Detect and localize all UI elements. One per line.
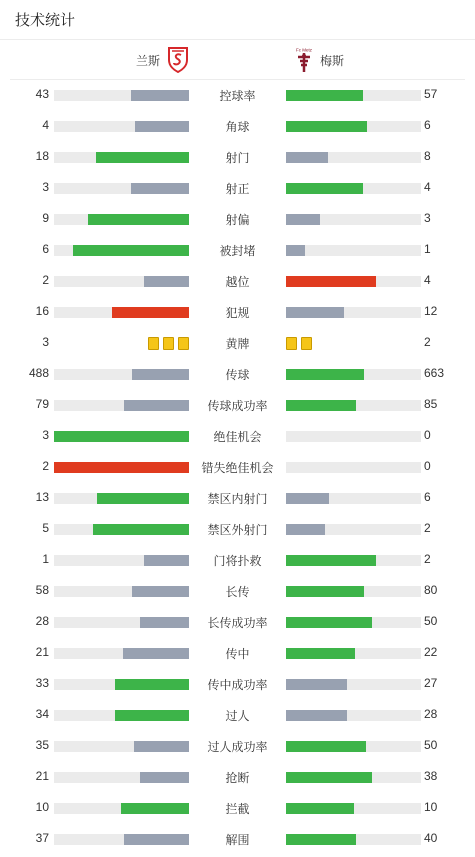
home-bar-fill xyxy=(115,679,189,690)
stat-row xyxy=(0,328,475,359)
home-bar-fill xyxy=(134,741,189,752)
stat-label: 射正 xyxy=(225,182,250,196)
home-bar-fill xyxy=(97,493,189,504)
away-value: 663 xyxy=(424,366,445,380)
away-value: 3 xyxy=(424,211,431,225)
home-value: 2 xyxy=(42,273,49,287)
home-bar-fill xyxy=(96,152,189,163)
yellow-card-icon xyxy=(286,337,297,350)
home-bar-fill xyxy=(124,400,189,411)
stat-label: 过人成功率 xyxy=(207,740,268,754)
stat-label: 角球 xyxy=(225,120,250,134)
stat-label: 解围 xyxy=(225,833,250,847)
away-bar xyxy=(286,679,421,690)
away-value: 1 xyxy=(424,242,431,256)
away-bar xyxy=(286,431,421,442)
stat-label: 错失绝佳机会 xyxy=(201,461,274,475)
stat-row xyxy=(0,793,475,824)
home-bar xyxy=(54,400,189,411)
stat-label: 传中成功率 xyxy=(207,678,268,692)
away-bar xyxy=(286,524,421,535)
away-bar xyxy=(286,772,421,783)
stat-row xyxy=(0,266,475,297)
stat-row xyxy=(0,700,475,731)
away-value: 4 xyxy=(424,273,431,287)
home-value: 43 xyxy=(35,87,49,101)
away-value: 40 xyxy=(424,831,438,845)
home-value: 3 xyxy=(42,180,49,194)
home-value: 1 xyxy=(42,552,49,566)
stat-row xyxy=(0,235,475,266)
metz-crest-icon xyxy=(294,47,314,73)
yellow-card-icon xyxy=(163,337,174,350)
page-title: 技术统计 xyxy=(15,12,76,29)
away-bar-fill xyxy=(286,679,347,690)
away-bar-fill xyxy=(286,152,328,163)
away-value: 22 xyxy=(424,645,438,659)
home-bar-fill xyxy=(132,586,189,597)
yellow-card-icon xyxy=(178,337,189,350)
home-value: 16 xyxy=(35,304,49,318)
away-bar xyxy=(286,617,421,628)
home-value: 79 xyxy=(35,397,49,411)
stat-label: 拦截 xyxy=(225,802,250,816)
home-bar xyxy=(54,121,189,132)
home-value: 37 xyxy=(35,831,49,845)
home-bar xyxy=(54,741,189,752)
home-value: 13 xyxy=(35,490,49,504)
away-bar xyxy=(286,834,421,845)
home-bar xyxy=(54,307,189,318)
away-bar-fill xyxy=(286,648,355,659)
home-value: 33 xyxy=(35,676,49,690)
away-value: 4 xyxy=(424,180,431,194)
away-value: 57 xyxy=(424,87,438,101)
home-value: 6 xyxy=(42,242,49,256)
away-value: 38 xyxy=(424,769,438,783)
away-bar-fill xyxy=(286,555,376,566)
stat-row xyxy=(0,204,475,235)
away-bar-fill xyxy=(286,524,325,535)
away-bar xyxy=(286,369,421,380)
stat-label: 绝佳机会 xyxy=(213,430,262,444)
stat-label: 射门 xyxy=(225,151,250,165)
away-value: 50 xyxy=(424,614,438,628)
home-value: 2 xyxy=(42,459,49,473)
home-bar xyxy=(54,586,189,597)
home-bar-fill xyxy=(131,90,189,101)
home-bar xyxy=(54,245,189,256)
home-bar-fill xyxy=(121,803,189,814)
away-bar xyxy=(286,741,421,752)
stat-row xyxy=(0,576,475,607)
home-value: 10 xyxy=(35,800,49,814)
stat-label: 控球率 xyxy=(219,89,256,103)
stat-row xyxy=(0,390,475,421)
away-bar xyxy=(286,803,421,814)
stat-row xyxy=(0,824,475,855)
away-team[interactable] xyxy=(294,47,344,73)
away-bar xyxy=(286,307,421,318)
away-bar-fill xyxy=(286,90,363,101)
home-value: 58 xyxy=(35,583,49,597)
away-bar xyxy=(286,400,421,411)
home-bar-fill xyxy=(123,648,189,659)
home-bar-fill xyxy=(144,555,189,566)
stat-label: 越位 xyxy=(225,275,250,289)
home-bar-fill xyxy=(124,834,189,845)
away-bar-fill xyxy=(286,834,356,845)
home-bar xyxy=(54,462,189,473)
away-bar-fill xyxy=(286,121,367,132)
metz-logo-text: Fc Metz xyxy=(295,47,313,53)
away-bar-fill xyxy=(286,400,356,411)
stat-label: 犯规 xyxy=(225,306,250,320)
away-bar-fill xyxy=(286,617,372,628)
home-bar xyxy=(54,803,189,814)
stats-list xyxy=(0,80,475,855)
away-bar xyxy=(286,214,421,225)
stat-label: 禁区外射门 xyxy=(207,523,268,537)
away-bar xyxy=(286,183,421,194)
home-value: 5 xyxy=(42,521,49,535)
home-bar xyxy=(54,431,189,442)
stat-row xyxy=(0,545,475,576)
away-bar-fill xyxy=(286,276,376,287)
team-header xyxy=(10,40,465,80)
away-bar xyxy=(286,648,421,659)
home-yellow-cards xyxy=(148,337,189,350)
away-bar xyxy=(286,152,421,163)
away-value: 85 xyxy=(424,397,438,411)
home-bar-fill xyxy=(132,369,189,380)
stat-label: 抢断 xyxy=(225,771,250,785)
home-bar xyxy=(54,648,189,659)
home-value: 4 xyxy=(42,118,49,132)
home-bar xyxy=(54,710,189,721)
stat-label: 过人 xyxy=(225,709,250,723)
home-bar xyxy=(54,772,189,783)
stat-row xyxy=(0,483,475,514)
stat-label: 传球成功率 xyxy=(207,399,268,413)
away-bar-fill xyxy=(286,493,329,504)
home-bar-fill xyxy=(140,772,189,783)
home-bar-fill xyxy=(112,307,189,318)
stats-header xyxy=(0,0,475,40)
home-bar-fill xyxy=(54,431,189,442)
away-bar-fill xyxy=(286,369,364,380)
reims-crest-icon xyxy=(168,47,188,73)
yellow-card-icon xyxy=(301,337,312,350)
stat-label: 传中 xyxy=(225,647,250,661)
stat-label: 门将扑救 xyxy=(213,554,262,568)
away-value: 8 xyxy=(424,149,431,163)
stat-label: 长传 xyxy=(225,585,250,599)
home-bar-fill xyxy=(140,617,189,628)
away-bar xyxy=(286,493,421,504)
home-bar xyxy=(54,679,189,690)
home-value: 34 xyxy=(35,707,49,721)
away-value: 2 xyxy=(424,552,431,566)
away-value: 2 xyxy=(424,521,431,535)
away-value: 28 xyxy=(424,707,438,721)
away-bar xyxy=(286,710,421,721)
away-yellow-cards xyxy=(286,337,312,350)
away-bar xyxy=(286,462,421,473)
stat-row xyxy=(0,80,475,111)
home-bar xyxy=(54,493,189,504)
away-bar-fill xyxy=(286,214,320,225)
away-value: 2 xyxy=(424,335,431,349)
stat-row xyxy=(0,514,475,545)
home-bar-fill xyxy=(144,276,189,287)
away-value: 80 xyxy=(424,583,438,597)
away-bar-fill xyxy=(286,772,372,783)
stat-row xyxy=(0,638,475,669)
stat-row xyxy=(0,142,475,173)
stat-row xyxy=(0,607,475,638)
home-bar xyxy=(54,276,189,287)
home-bar xyxy=(54,90,189,101)
away-bar-fill xyxy=(286,183,363,194)
away-team-name: 梅斯 xyxy=(320,53,345,68)
stat-row xyxy=(0,452,475,483)
away-bar-fill xyxy=(286,803,354,814)
away-value: 6 xyxy=(424,118,431,132)
home-bar xyxy=(54,152,189,163)
home-bar xyxy=(54,214,189,225)
stat-label: 禁区内射门 xyxy=(207,492,268,506)
stat-label: 被封堵 xyxy=(219,244,256,258)
stat-row xyxy=(0,669,475,700)
away-bar xyxy=(286,121,421,132)
yellow-card-icon xyxy=(148,337,159,350)
away-bar-fill xyxy=(286,307,344,318)
home-value: 3 xyxy=(42,335,49,349)
stat-row xyxy=(0,731,475,762)
home-bar xyxy=(54,369,189,380)
away-bar xyxy=(286,586,421,597)
away-value: 27 xyxy=(424,676,438,690)
home-value: 28 xyxy=(35,614,49,628)
stat-row xyxy=(0,762,475,793)
stat-row xyxy=(0,297,475,328)
home-bar xyxy=(54,524,189,535)
home-bar-fill xyxy=(131,183,189,194)
home-value: 35 xyxy=(35,738,49,752)
home-bar xyxy=(54,834,189,845)
home-bar-fill xyxy=(93,524,189,535)
home-bar-fill xyxy=(88,214,189,225)
away-bar xyxy=(286,276,421,287)
home-bar-fill xyxy=(54,462,189,473)
stat-row xyxy=(0,111,475,142)
away-value: 0 xyxy=(424,428,431,442)
home-team-name: 兰斯 xyxy=(135,53,160,68)
away-bar xyxy=(286,90,421,101)
home-value: 21 xyxy=(35,645,49,659)
away-bar-fill xyxy=(286,586,364,597)
away-value: 10 xyxy=(424,800,438,814)
home-team[interactable] xyxy=(136,47,188,73)
home-bar xyxy=(54,617,189,628)
home-value: 488 xyxy=(28,366,49,380)
away-value: 50 xyxy=(424,738,438,752)
stat-row xyxy=(0,421,475,452)
stat-row xyxy=(0,173,475,204)
home-bar xyxy=(54,555,189,566)
away-bar-fill xyxy=(286,710,347,721)
away-bar xyxy=(286,555,421,566)
home-bar-fill xyxy=(135,121,189,132)
stat-row xyxy=(0,359,475,390)
stat-label: 传球 xyxy=(225,368,250,382)
home-value: 9 xyxy=(42,211,49,225)
away-bar-fill xyxy=(286,741,366,752)
away-value: 0 xyxy=(424,459,431,473)
away-value: 12 xyxy=(424,304,438,318)
home-value: 18 xyxy=(35,149,49,163)
home-value: 21 xyxy=(35,769,49,783)
stat-label: 黄牌 xyxy=(225,337,250,351)
home-bar xyxy=(54,183,189,194)
home-bar-fill xyxy=(73,245,189,256)
stat-label: 长传成功率 xyxy=(207,616,268,630)
stat-label: 射偏 xyxy=(225,213,250,227)
home-bar-fill xyxy=(115,710,189,721)
home-value: 3 xyxy=(42,428,49,442)
away-bar-fill xyxy=(286,245,305,256)
away-bar xyxy=(286,245,421,256)
away-value: 6 xyxy=(424,490,431,504)
